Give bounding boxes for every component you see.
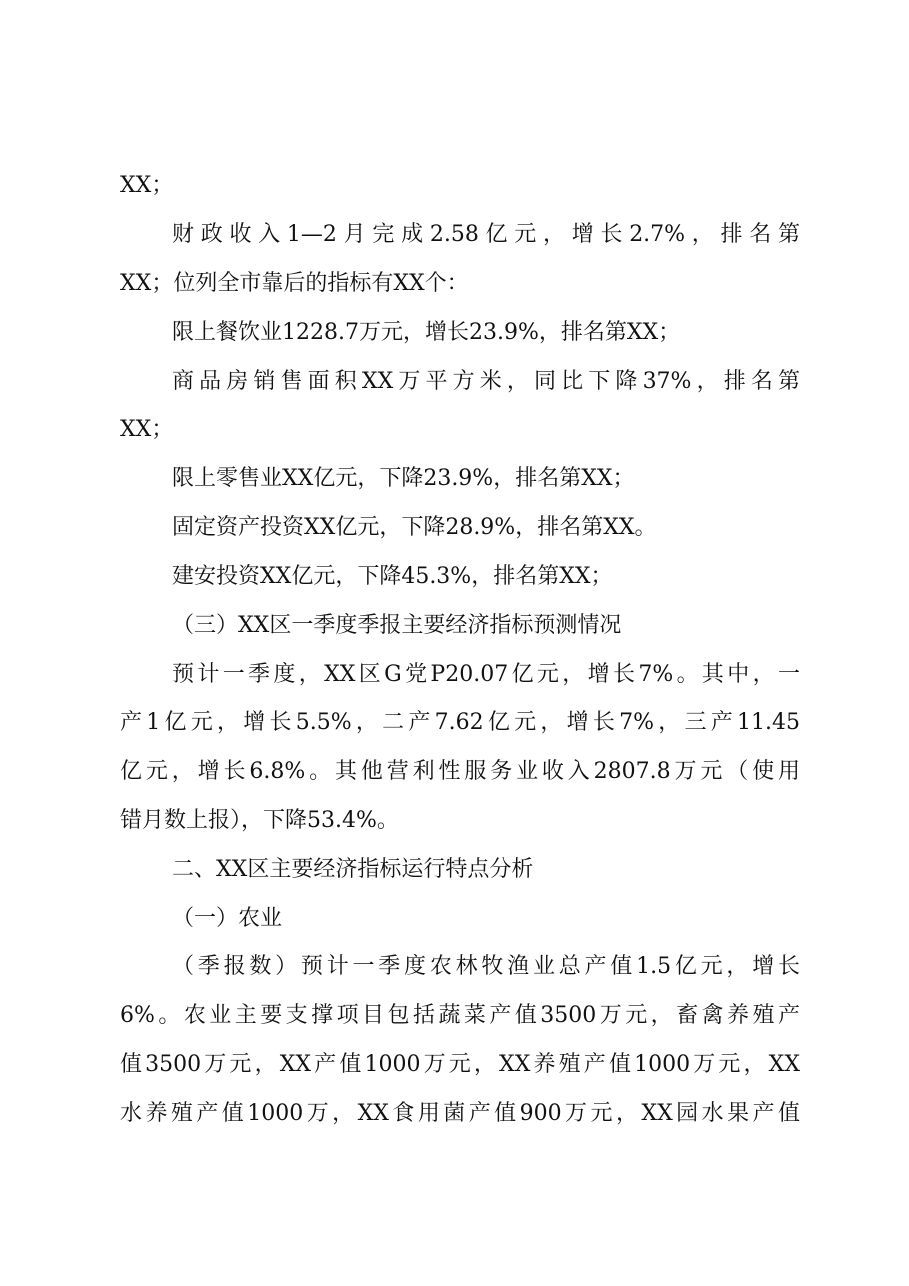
text-line-9: 建安投资XX亿元，下降45.3%，排名第XX； xyxy=(172,564,613,589)
text-line-12: 产1亿元，增长5.5%，二产7.62亿元，增长7%，三产11.45 xyxy=(120,710,800,735)
chapter-heading-2: 二、XX区主要经济指标运行特点分析 xyxy=(172,857,534,882)
section-heading-agriculture: （一）农业 xyxy=(172,906,283,931)
text-line-2: 财政收入1—2月完成2.58亿元，增长2.7%，排名第 xyxy=(172,222,800,247)
text-line-1: XX； xyxy=(120,173,174,198)
text-line-3: XX；位列全市靠后的指标有XX个： xyxy=(120,271,469,296)
text-line-20: 水养殖产值1000万，XX食用菌产值900万元，XX园水果产值 xyxy=(120,1101,800,1126)
text-line-4: 限上餐饮业1228.7万元，增长23.9%，排名第XX； xyxy=(172,320,681,345)
text-line-13: 亿元，增长6.8%。其他营利性服务业收入2807.8万元（使用 xyxy=(120,759,800,784)
text-line-14: 错月数上报），下降53.4%。 xyxy=(120,808,399,833)
text-line-8: 固定资产投资XX亿元，下降28.9%，排名第XX。 xyxy=(172,515,657,540)
text-line-17: （季报数）预计一季度农林牧渔业总产值1.5亿元，增长 xyxy=(172,954,800,979)
text-line-19: 值3500万元，XX产值1000万元，XX养殖产值1000万元，XX xyxy=(120,1052,800,1077)
text-line-7: 限上零售业XX亿元，下降23.9%，排名第XX； xyxy=(172,466,635,491)
text-line-6: XX； xyxy=(120,417,174,442)
text-line-11: 预计一季度，XX区G党P20.07亿元，增长7%。其中，一 xyxy=(172,662,800,687)
text-line-5: 商品房销售面积XX万平方米，同比下降37%，排名第 xyxy=(172,369,800,394)
text-line-18: 6%。农业主要支撑项目包括蔬菜产值3500万元，畜禽养殖产 xyxy=(120,1003,800,1028)
section-heading-3: （三）XX区一季度季报主要经济指标预测情况 xyxy=(172,613,622,638)
